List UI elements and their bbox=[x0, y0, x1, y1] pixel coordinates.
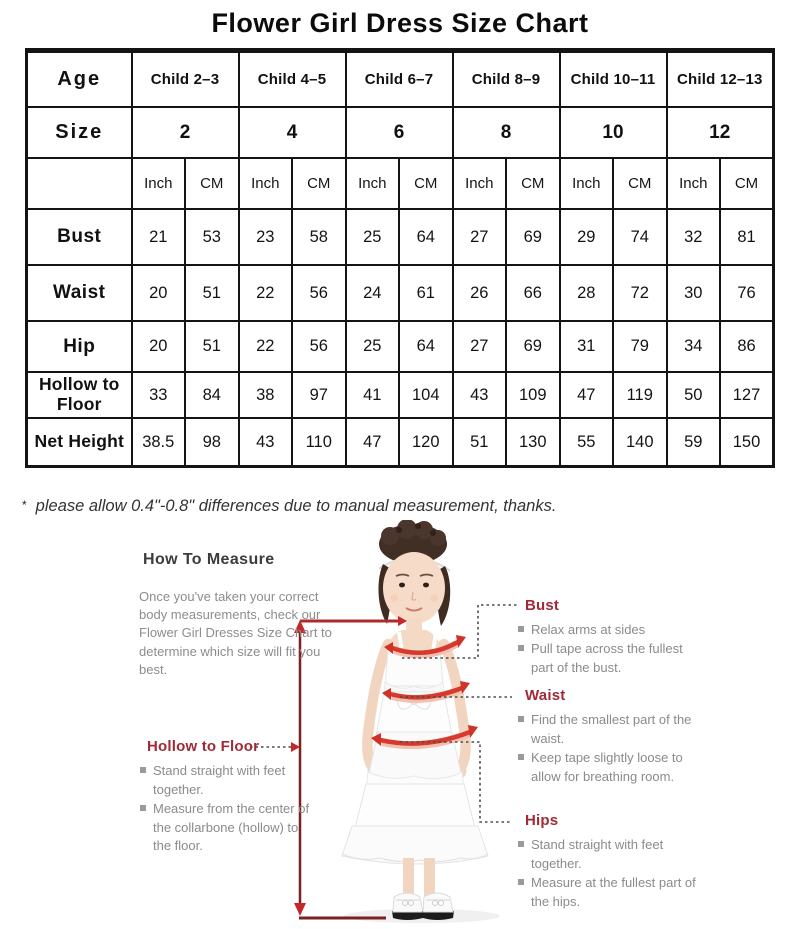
down-arrow-icon bbox=[294, 903, 306, 916]
measurement-cell: 104 bbox=[399, 372, 453, 418]
measurement-cell: 22 bbox=[239, 265, 293, 321]
unit-cell: CM bbox=[185, 158, 239, 209]
measurement-cell: 56 bbox=[292, 265, 346, 321]
measurement-cell: 110 bbox=[292, 418, 346, 467]
shoe-right bbox=[422, 893, 454, 920]
age-group-cell: Child 6–7 bbox=[346, 51, 453, 108]
measurement-cell: 72 bbox=[613, 265, 667, 321]
asterisk-icon: * bbox=[22, 498, 27, 512]
hips-label: Hips bbox=[525, 812, 559, 829]
age-group-cell: Child 8–9 bbox=[453, 51, 560, 108]
page-title: Flower Girl Dress Size Chart bbox=[211, 8, 589, 38]
hollow-to-floor-label: Hollow to Floor bbox=[147, 738, 260, 755]
measure-bullet bbox=[518, 874, 698, 912]
table-row-net-height bbox=[27, 418, 774, 467]
measurement-cell: 120 bbox=[399, 418, 453, 467]
unit-cell: Inch bbox=[667, 158, 721, 209]
hollow-to-floor-bullets bbox=[140, 762, 318, 856]
bullet-text: Find the smallest part of the waist. bbox=[531, 712, 692, 746]
age-row bbox=[27, 51, 774, 108]
footnote-text: please allow 0.4"-0.8" differences due to manual measurement, thanks. bbox=[35, 497, 557, 515]
measurement-cell: 43 bbox=[453, 372, 507, 418]
measurement-cell: 20 bbox=[132, 265, 186, 321]
measurement-cell: 61 bbox=[399, 265, 453, 321]
bullet-text: Pull tape across the fullest part of the bust. bbox=[531, 640, 683, 675]
measurement-cell: 98 bbox=[185, 418, 239, 467]
age-group-cell: Child 10–11 bbox=[560, 51, 667, 108]
measurement-cell: 22 bbox=[239, 321, 293, 372]
measurement-cell: 59 bbox=[667, 418, 721, 467]
bullet-square-icon bbox=[518, 879, 524, 885]
bullet-text: Measure from the center of the collarbone (hollow) to the floor. bbox=[153, 800, 310, 854]
measurement-cell: 27 bbox=[453, 209, 507, 265]
waist-block bbox=[518, 687, 698, 786]
measure-bullet bbox=[518, 711, 698, 749]
bullet-square-icon bbox=[518, 754, 524, 760]
measurement-cell: 130 bbox=[506, 418, 560, 467]
footnote bbox=[22, 497, 556, 516]
measurement-cell: 25 bbox=[346, 321, 400, 372]
measure-bullet bbox=[140, 762, 318, 800]
measurement-cell: 21 bbox=[132, 209, 186, 265]
row-label-hollow-to-floor: Hollow to Floor bbox=[27, 372, 132, 418]
row-label-net-height: Net Height bbox=[27, 418, 132, 467]
measurement-cell: 58 bbox=[292, 209, 346, 265]
bullet-square-icon bbox=[518, 645, 524, 651]
measurement-cell: 51 bbox=[185, 265, 239, 321]
measurement-cell: 27 bbox=[453, 321, 507, 372]
hips-block bbox=[518, 812, 698, 911]
measurement-cell: 23 bbox=[239, 209, 293, 265]
measure-guide-intro: Once you've taken your correct body measurements, check our Flower Girl Dresses Size Chart to determine which size will fit you best. bbox=[139, 589, 332, 677]
size-value-cell: 2 bbox=[132, 107, 239, 158]
unit-row-blank-cell bbox=[27, 158, 132, 209]
size-value-cell: 10 bbox=[560, 107, 667, 158]
bullet-square-icon bbox=[140, 767, 146, 773]
measurement-cell: 140 bbox=[613, 418, 667, 467]
row-label-waist: Waist bbox=[27, 265, 132, 321]
bust-bullets bbox=[518, 621, 698, 678]
measurement-cell: 74 bbox=[613, 209, 667, 265]
age-row-label: Age bbox=[27, 51, 132, 108]
unit-cell: Inch bbox=[132, 158, 186, 209]
measurement-cell: 56 bbox=[292, 321, 346, 372]
measurement-cell: 127 bbox=[720, 372, 774, 418]
size-row-label: Size bbox=[27, 107, 132, 158]
measurement-cell: 66 bbox=[506, 265, 560, 321]
measurement-cell: 32 bbox=[667, 209, 721, 265]
measure-bullet bbox=[518, 621, 698, 640]
measure-bullet bbox=[140, 800, 318, 857]
table-row-bust bbox=[27, 209, 774, 265]
measurement-cell: 55 bbox=[560, 418, 614, 467]
unit-cell: Inch bbox=[239, 158, 293, 209]
hips-bullets bbox=[518, 836, 698, 911]
measurement-cell: 34 bbox=[667, 321, 721, 372]
measurement-cell: 76 bbox=[720, 265, 774, 321]
measurement-cell: 64 bbox=[399, 321, 453, 372]
size-value-cell: 6 bbox=[346, 107, 453, 158]
measurement-cell: 28 bbox=[560, 265, 614, 321]
unit-cell: CM bbox=[292, 158, 346, 209]
measurement-cell: 25 bbox=[346, 209, 400, 265]
measurement-cell: 20 bbox=[132, 321, 186, 372]
unit-row bbox=[27, 158, 774, 209]
age-group-cell: Child 2–3 bbox=[132, 51, 239, 108]
bullet-square-icon bbox=[518, 626, 524, 632]
measurement-cell: 26 bbox=[453, 265, 507, 321]
row-label-bust: Bust bbox=[27, 209, 132, 265]
measure-bullet bbox=[518, 749, 698, 787]
measurement-cell: 38.5 bbox=[132, 418, 186, 467]
measure-bullet bbox=[518, 640, 698, 678]
bust-block bbox=[518, 597, 698, 678]
measurement-cell: 31 bbox=[560, 321, 614, 372]
measurement-cell: 30 bbox=[667, 265, 721, 321]
measurement-cell: 51 bbox=[185, 321, 239, 372]
bullet-text: Measure at the fullest part of the hips. bbox=[531, 874, 696, 909]
row-label-hip: Hip bbox=[27, 321, 132, 372]
measurement-cell: 64 bbox=[399, 209, 453, 265]
bullet-square-icon bbox=[518, 716, 524, 722]
size-chart-table bbox=[25, 48, 775, 468]
measurement-cell: 69 bbox=[506, 321, 560, 372]
measurement-cell: 43 bbox=[239, 418, 293, 467]
bullet-text: Keep tape slightly loose to allow for breathing room. bbox=[531, 749, 683, 784]
shoe-left bbox=[392, 893, 424, 920]
bullet-text: Stand straight with feet together. bbox=[153, 763, 286, 797]
bullet-text: Stand straight with feet together. bbox=[531, 837, 664, 871]
measurement-cell: 38 bbox=[239, 372, 293, 418]
measure-guide-title: How To Measure bbox=[143, 551, 275, 568]
unit-cell: Inch bbox=[346, 158, 400, 209]
measurement-cell: 81 bbox=[720, 209, 774, 265]
measurement-cell: 109 bbox=[506, 372, 560, 418]
measurement-cell: 119 bbox=[613, 372, 667, 418]
unit-cell: CM bbox=[506, 158, 560, 209]
unit-cell: Inch bbox=[453, 158, 507, 209]
measurement-cell: 33 bbox=[132, 372, 186, 418]
waist-label: Waist bbox=[525, 687, 566, 704]
bullet-text: Relax arms at sides bbox=[531, 622, 646, 637]
bust-label: Bust bbox=[525, 597, 560, 614]
bullet-square-icon bbox=[518, 841, 524, 847]
table-row-hollow-to-floor bbox=[27, 372, 774, 418]
size-value-cell: 4 bbox=[239, 107, 346, 158]
bullet-square-icon bbox=[140, 805, 146, 811]
size-value-cell: 8 bbox=[453, 107, 560, 158]
measurement-cell: 97 bbox=[292, 372, 346, 418]
measurement-cell: 41 bbox=[346, 372, 400, 418]
measurement-cell: 86 bbox=[720, 321, 774, 372]
measurement-cell: 50 bbox=[667, 372, 721, 418]
age-group-cell: Child 12–13 bbox=[667, 51, 774, 108]
tape-arrow-icon bbox=[456, 635, 466, 648]
measurement-cell: 79 bbox=[613, 321, 667, 372]
measurement-cell: 24 bbox=[346, 265, 400, 321]
unit-cell: Inch bbox=[560, 158, 614, 209]
measurement-cell: 47 bbox=[346, 418, 400, 467]
size-value-cell: 12 bbox=[667, 107, 774, 158]
measurement-cell: 53 bbox=[185, 209, 239, 265]
measurement-cell: 84 bbox=[185, 372, 239, 418]
measurement-cell: 69 bbox=[506, 209, 560, 265]
measurement-cell: 150 bbox=[720, 418, 774, 467]
hollow-to-floor-block bbox=[140, 738, 318, 856]
unit-cell: CM bbox=[613, 158, 667, 209]
measurement-cell: 51 bbox=[453, 418, 507, 467]
table-row-hip bbox=[27, 321, 774, 372]
age-group-cell: Child 4–5 bbox=[239, 51, 346, 108]
measure-bullet bbox=[518, 836, 698, 874]
unit-cell: CM bbox=[720, 158, 774, 209]
size-row bbox=[27, 107, 774, 158]
measurement-cell: 47 bbox=[560, 372, 614, 418]
unit-cell: CM bbox=[399, 158, 453, 209]
table-row-waist bbox=[27, 265, 774, 321]
waist-bullets bbox=[518, 711, 698, 786]
measurement-cell: 29 bbox=[560, 209, 614, 265]
girl-photo bbox=[342, 520, 500, 923]
